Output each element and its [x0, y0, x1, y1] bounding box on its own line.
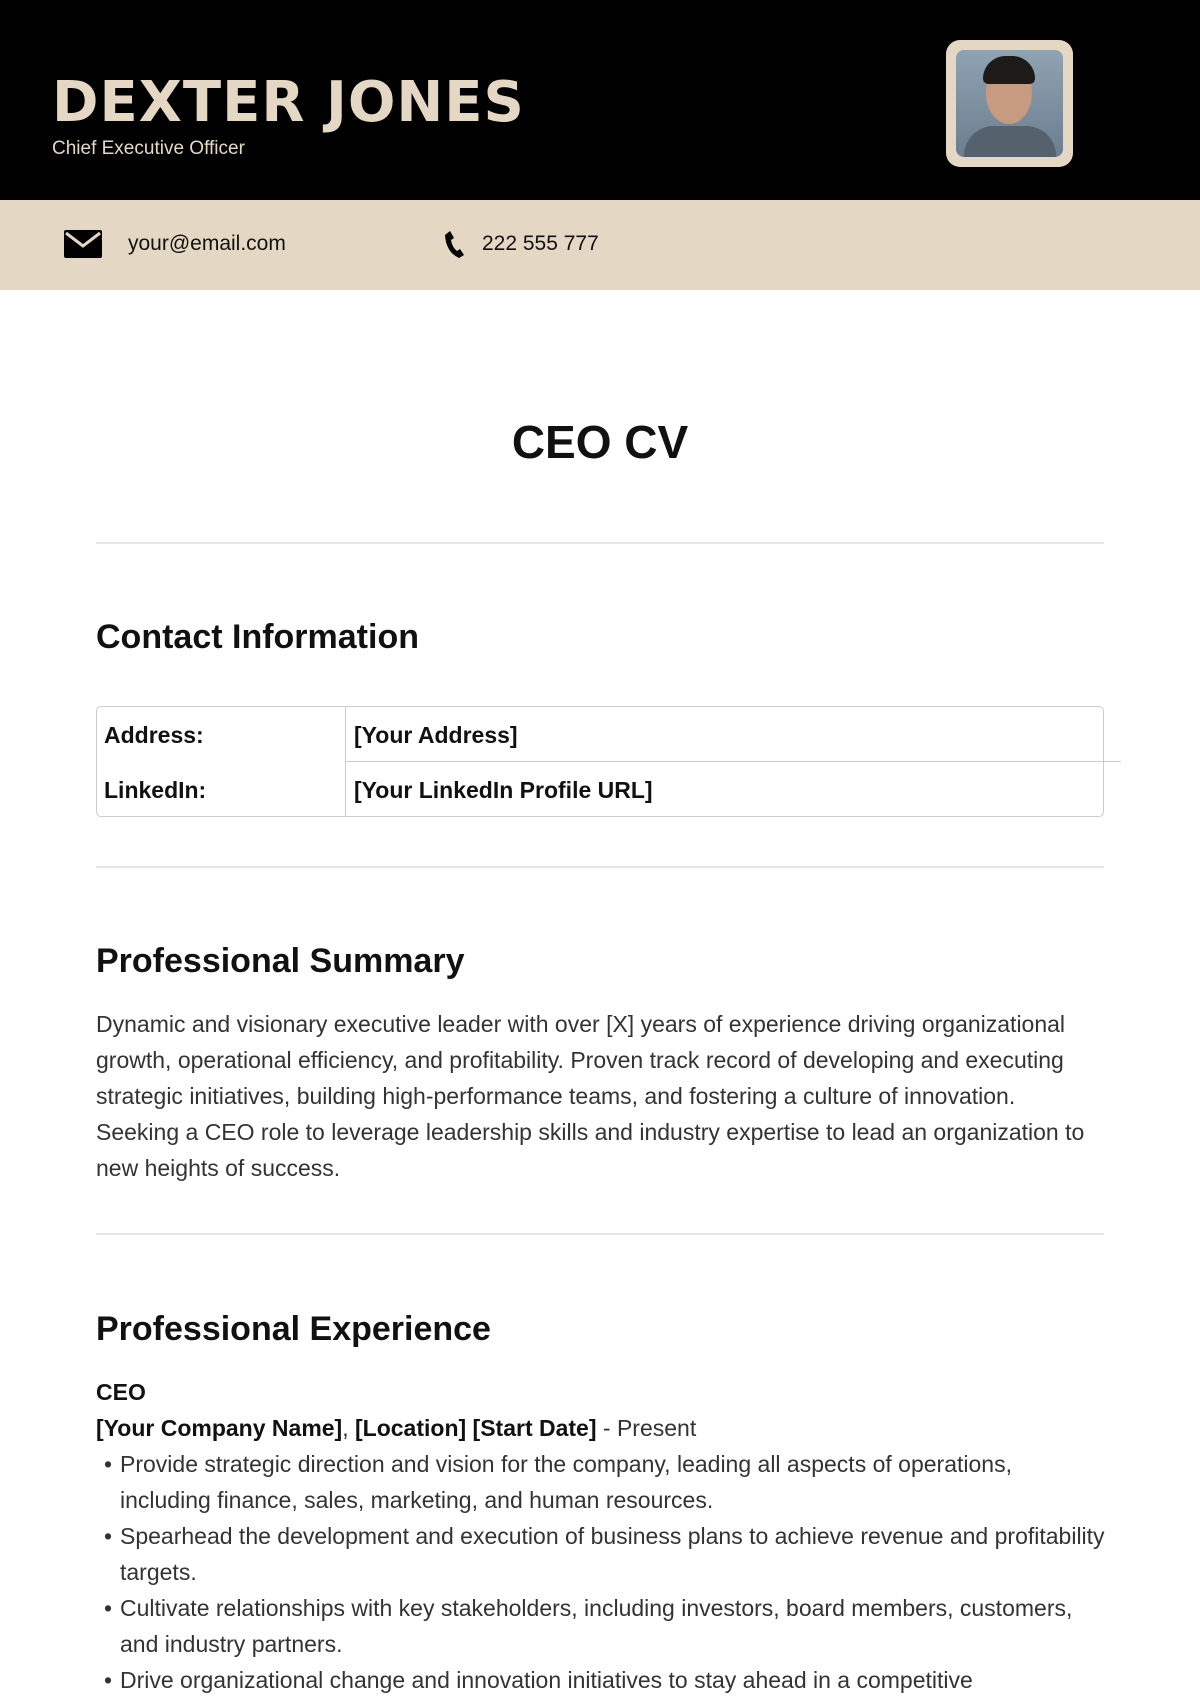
email-item	[64, 230, 286, 258]
table-row	[97, 762, 1103, 817]
phone-icon	[444, 230, 464, 258]
list-item: • Spearhead the development and execution of business plans to achieve revenue and profitability targets.	[96, 1518, 1106, 1590]
separator: ,	[342, 1415, 355, 1441]
page-title: CEO CV	[511, 416, 689, 468]
envelope-icon	[64, 230, 102, 258]
candidate-role: Chief Executive Officer	[52, 138, 245, 159]
bullet-list	[96, 1446, 1106, 1698]
linkedin-label: LinkedIn:	[104, 777, 207, 803]
phone-text: 222 555 777	[482, 232, 599, 255]
divider	[96, 1233, 1104, 1235]
contact-table	[96, 706, 1104, 817]
header-banner	[0, 0, 1200, 200]
job-title: CEO	[96, 1379, 146, 1405]
address-value: [Your Address]	[354, 722, 518, 748]
list-item: • Drive organizational change and innovation initiatives to stay ahead in a competitive	[96, 1662, 1106, 1698]
candidate-name: DEXTER JONES	[52, 70, 525, 135]
address-label: Address:	[104, 722, 204, 748]
experience-entry	[96, 1374, 1106, 1698]
list-item: • Provide strategic direction and vision for the company, leading all aspects of operations, including finance, sales, marketing, and human resources.	[96, 1446, 1106, 1518]
email-text: your@email.com	[128, 232, 286, 255]
divider	[96, 542, 1104, 544]
summary-heading: Professional Summary	[96, 942, 465, 980]
list-item: • Cultivate relationships with key stakeholders, including investors, board members, customers, and industry partners.	[96, 1590, 1106, 1662]
contact-heading: Contact Information	[96, 618, 419, 656]
linkedin-value: [Your LinkedIn Profile URL]	[354, 777, 653, 803]
summary-text: Dynamic and visionary executive leader with over [X] years of experience driving organizational growth, operational efficiency, and profitability. Proven track record of developing and executing strategic initiatives, building high-performance teams, and fostering a culture of innovation. Seeking a CEO role to leverage leadership skills and industry expertise to lead an organization to new heights of success.	[96, 1011, 1085, 1181]
location-date: [Location] [Start Date]	[355, 1415, 597, 1441]
profile-photo	[946, 40, 1073, 167]
experience-heading: Professional Experience	[96, 1310, 491, 1348]
phone-item	[444, 230, 599, 258]
table-row	[97, 707, 1103, 762]
present-text: - Present	[596, 1415, 697, 1441]
company-name: [Your Company Name]	[96, 1415, 343, 1441]
divider	[96, 866, 1104, 868]
